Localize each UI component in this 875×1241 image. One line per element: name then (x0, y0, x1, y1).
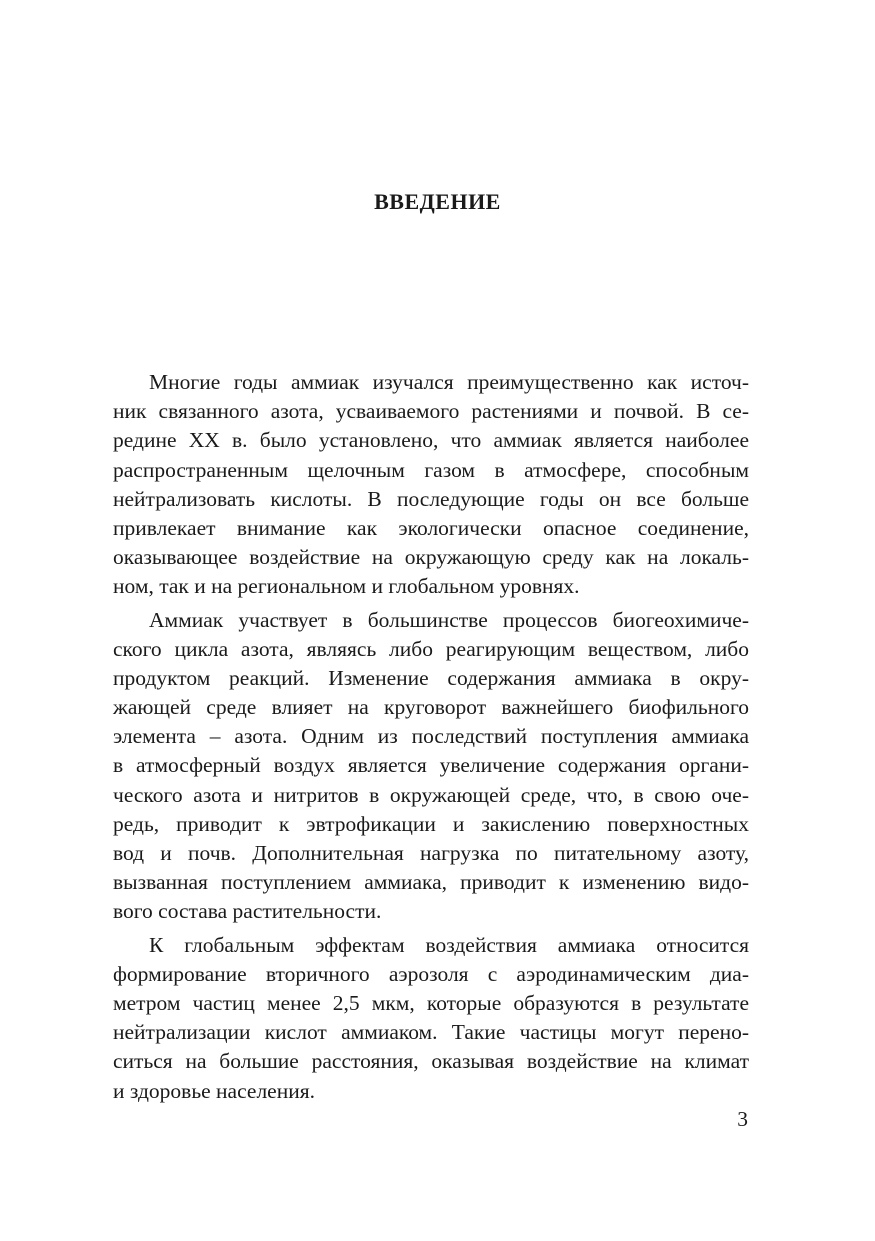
text-line: ского цикла азота, являясь либо реагирующим веществом, либо (113, 636, 749, 661)
text-line: привлекает внимание как экологически опасное соединение, (113, 515, 749, 540)
page-title: ВВЕДЕНИЕ (374, 189, 501, 214)
text-line: ник связанного азота, усваиваемого растениями и почвой. В се- (113, 399, 749, 424)
paragraph-1 (113, 368, 749, 602)
text-line: формирование вторичного аэрозоля с аэродинамическим диа- (113, 961, 749, 986)
body-text (113, 368, 749, 1106)
text-line: К глобальным эффектам воздействия аммиака относится (149, 932, 749, 957)
text-line: вод и почв. Дополнительная нагрузка по питательному азоту, (113, 841, 749, 865)
text-line: в атмосферный воздух является увеличение содержания органи- (113, 753, 749, 778)
text-line: продуктом реакций. Изменение содержания аммиака в окру- (113, 665, 749, 690)
paragraph-2 (113, 606, 749, 927)
text-line: вызванная поступлением аммиака, приводит к изменению видо- (113, 870, 749, 895)
paragraph-3 (113, 931, 749, 1106)
page-number: 3 (737, 1107, 748, 1131)
text-line: редь, приводит к эвтрофикации и закислению поверхностных (113, 811, 749, 836)
text-line: нейтрализовать кислоты. В последующие годы он все больше (113, 486, 749, 511)
text-line: ситься на большие расстояния, оказывая воздействие на климат (113, 1049, 749, 1074)
text-line: нейтрализации кислот аммиаком. Такие частицы могут перено- (113, 1020, 749, 1045)
text-line: вого состава растительности. (113, 899, 382, 924)
text-line: Аммиак участвует в большинстве процессов биогеохимиче- (149, 607, 749, 632)
text-line: элемента – азота. Одним из последствий поступления аммиака (113, 724, 749, 749)
text-line: ном, так и на региональном и глобальном уровнях. (113, 574, 580, 599)
text-line: метром частиц менее 2,5 мкм, которые образуются в результате (113, 990, 749, 1015)
text-line: Многие годы аммиак изучался преимущественно как источ- (149, 370, 749, 394)
text-line: и здоровье населения. (113, 1078, 315, 1103)
text-line: редине XX в. было установлено, что аммиак является наиболее (113, 428, 749, 453)
text-line: жающей среде влияет на круговорот важнейшего биофильного (113, 695, 749, 720)
text-line: распространенным щелочным газом в атмосфере, способным (113, 457, 749, 482)
text-line: ческого азота и нитритов в окружающей среде, что, в свою оче- (113, 782, 749, 807)
text-line: оказывающее воздействие на окружающую среду как на локаль- (113, 545, 749, 570)
